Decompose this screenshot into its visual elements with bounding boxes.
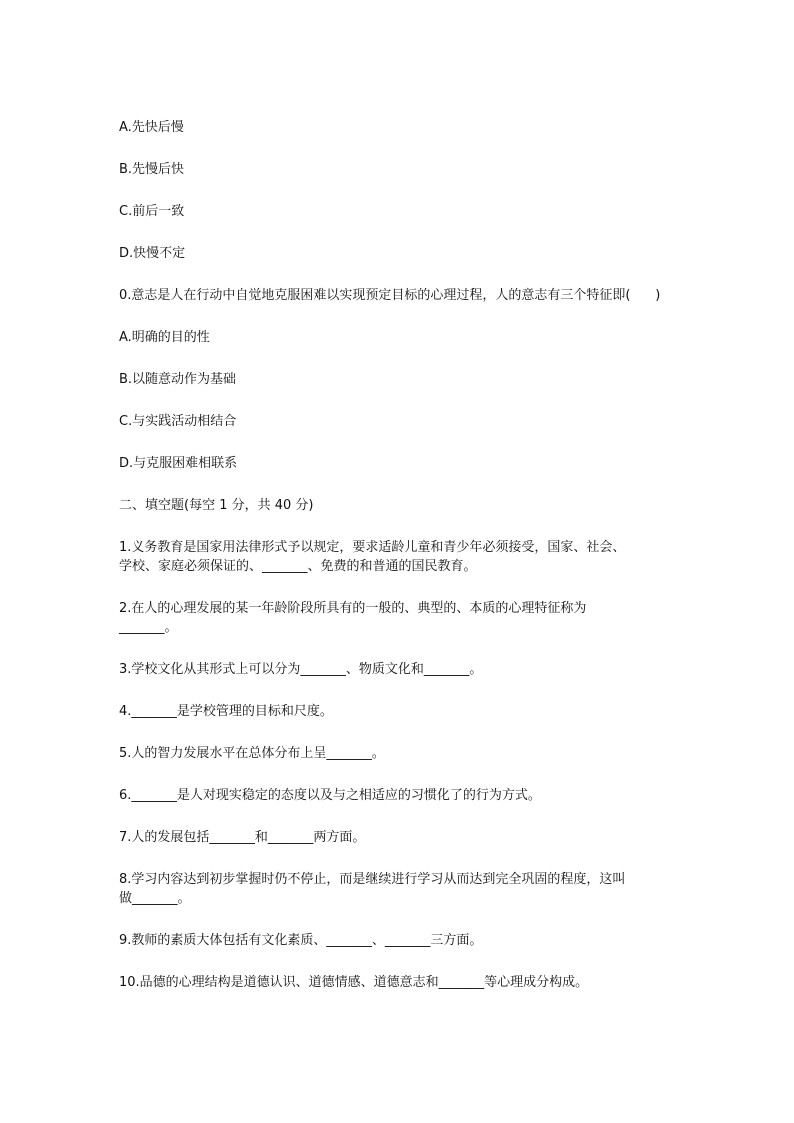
text-line: A.先快后慢 — [119, 120, 184, 135]
text-line: C.与实践活动相结合 — [119, 414, 237, 429]
text-line: _______。 — [119, 620, 178, 635]
text-line: 10.品德的心理结构是道德认识、道德情感、道德意志和_______等心理成分构成。 — [119, 975, 589, 990]
text-line: B.以随意动作为基础 — [119, 372, 237, 387]
text-line: 4._______是学校管理的目标和尺度。 — [119, 704, 333, 719]
text-line: 2.在人的心理发展的某一年龄阶段所具有的一般的、典型的、本质的心理特征称为 — [119, 601, 587, 616]
text-line: 3.学校文化从其形式上可以分为_______、物质文化和_______。 — [119, 662, 483, 677]
text-line: 1.义务教育是国家用法律形式予以规定，要求适龄儿童和青少年必须接受，国家、社会、 — [119, 540, 626, 555]
text-line: A.明确的目的性 — [119, 330, 210, 345]
text-line: D.与克服困难相联系 — [119, 456, 238, 471]
text-line: 9.教师的素质大体包括有文化素质、_______、_______三方面。 — [119, 933, 483, 948]
text-line: 0.意志是人在行动中自觉地克服困难以实现预定目标的心理过程，人的意志有三个特征即( ) — [119, 288, 661, 303]
text-line: D.快慢不定 — [119, 246, 186, 261]
text-line: B.先慢后快 — [119, 162, 185, 177]
section-heading: 二、填空题(每空 1 分，共 40 分) — [119, 498, 314, 513]
text-line: 做_______。 — [119, 891, 191, 906]
text-line: C.前后一致 — [119, 204, 185, 219]
text-line: 8.学习内容达到初步掌握时仍不停止，而是继续进行学习从而达到完全巩固的程度，这叫 — [119, 872, 626, 887]
text-line: 学校、家庭必须保证的、_______、免费的和普通的国民教育。 — [119, 559, 477, 574]
text-line: 5.人的智力发展水平在总体分布上呈_______。 — [119, 746, 385, 761]
text-line: 6._______是人对现实稳定的态度以及与之相适应的习惯化了的行为方式。 — [119, 788, 541, 803]
text-line: 7.人的发展包括_______和_______两方面。 — [119, 830, 366, 845]
